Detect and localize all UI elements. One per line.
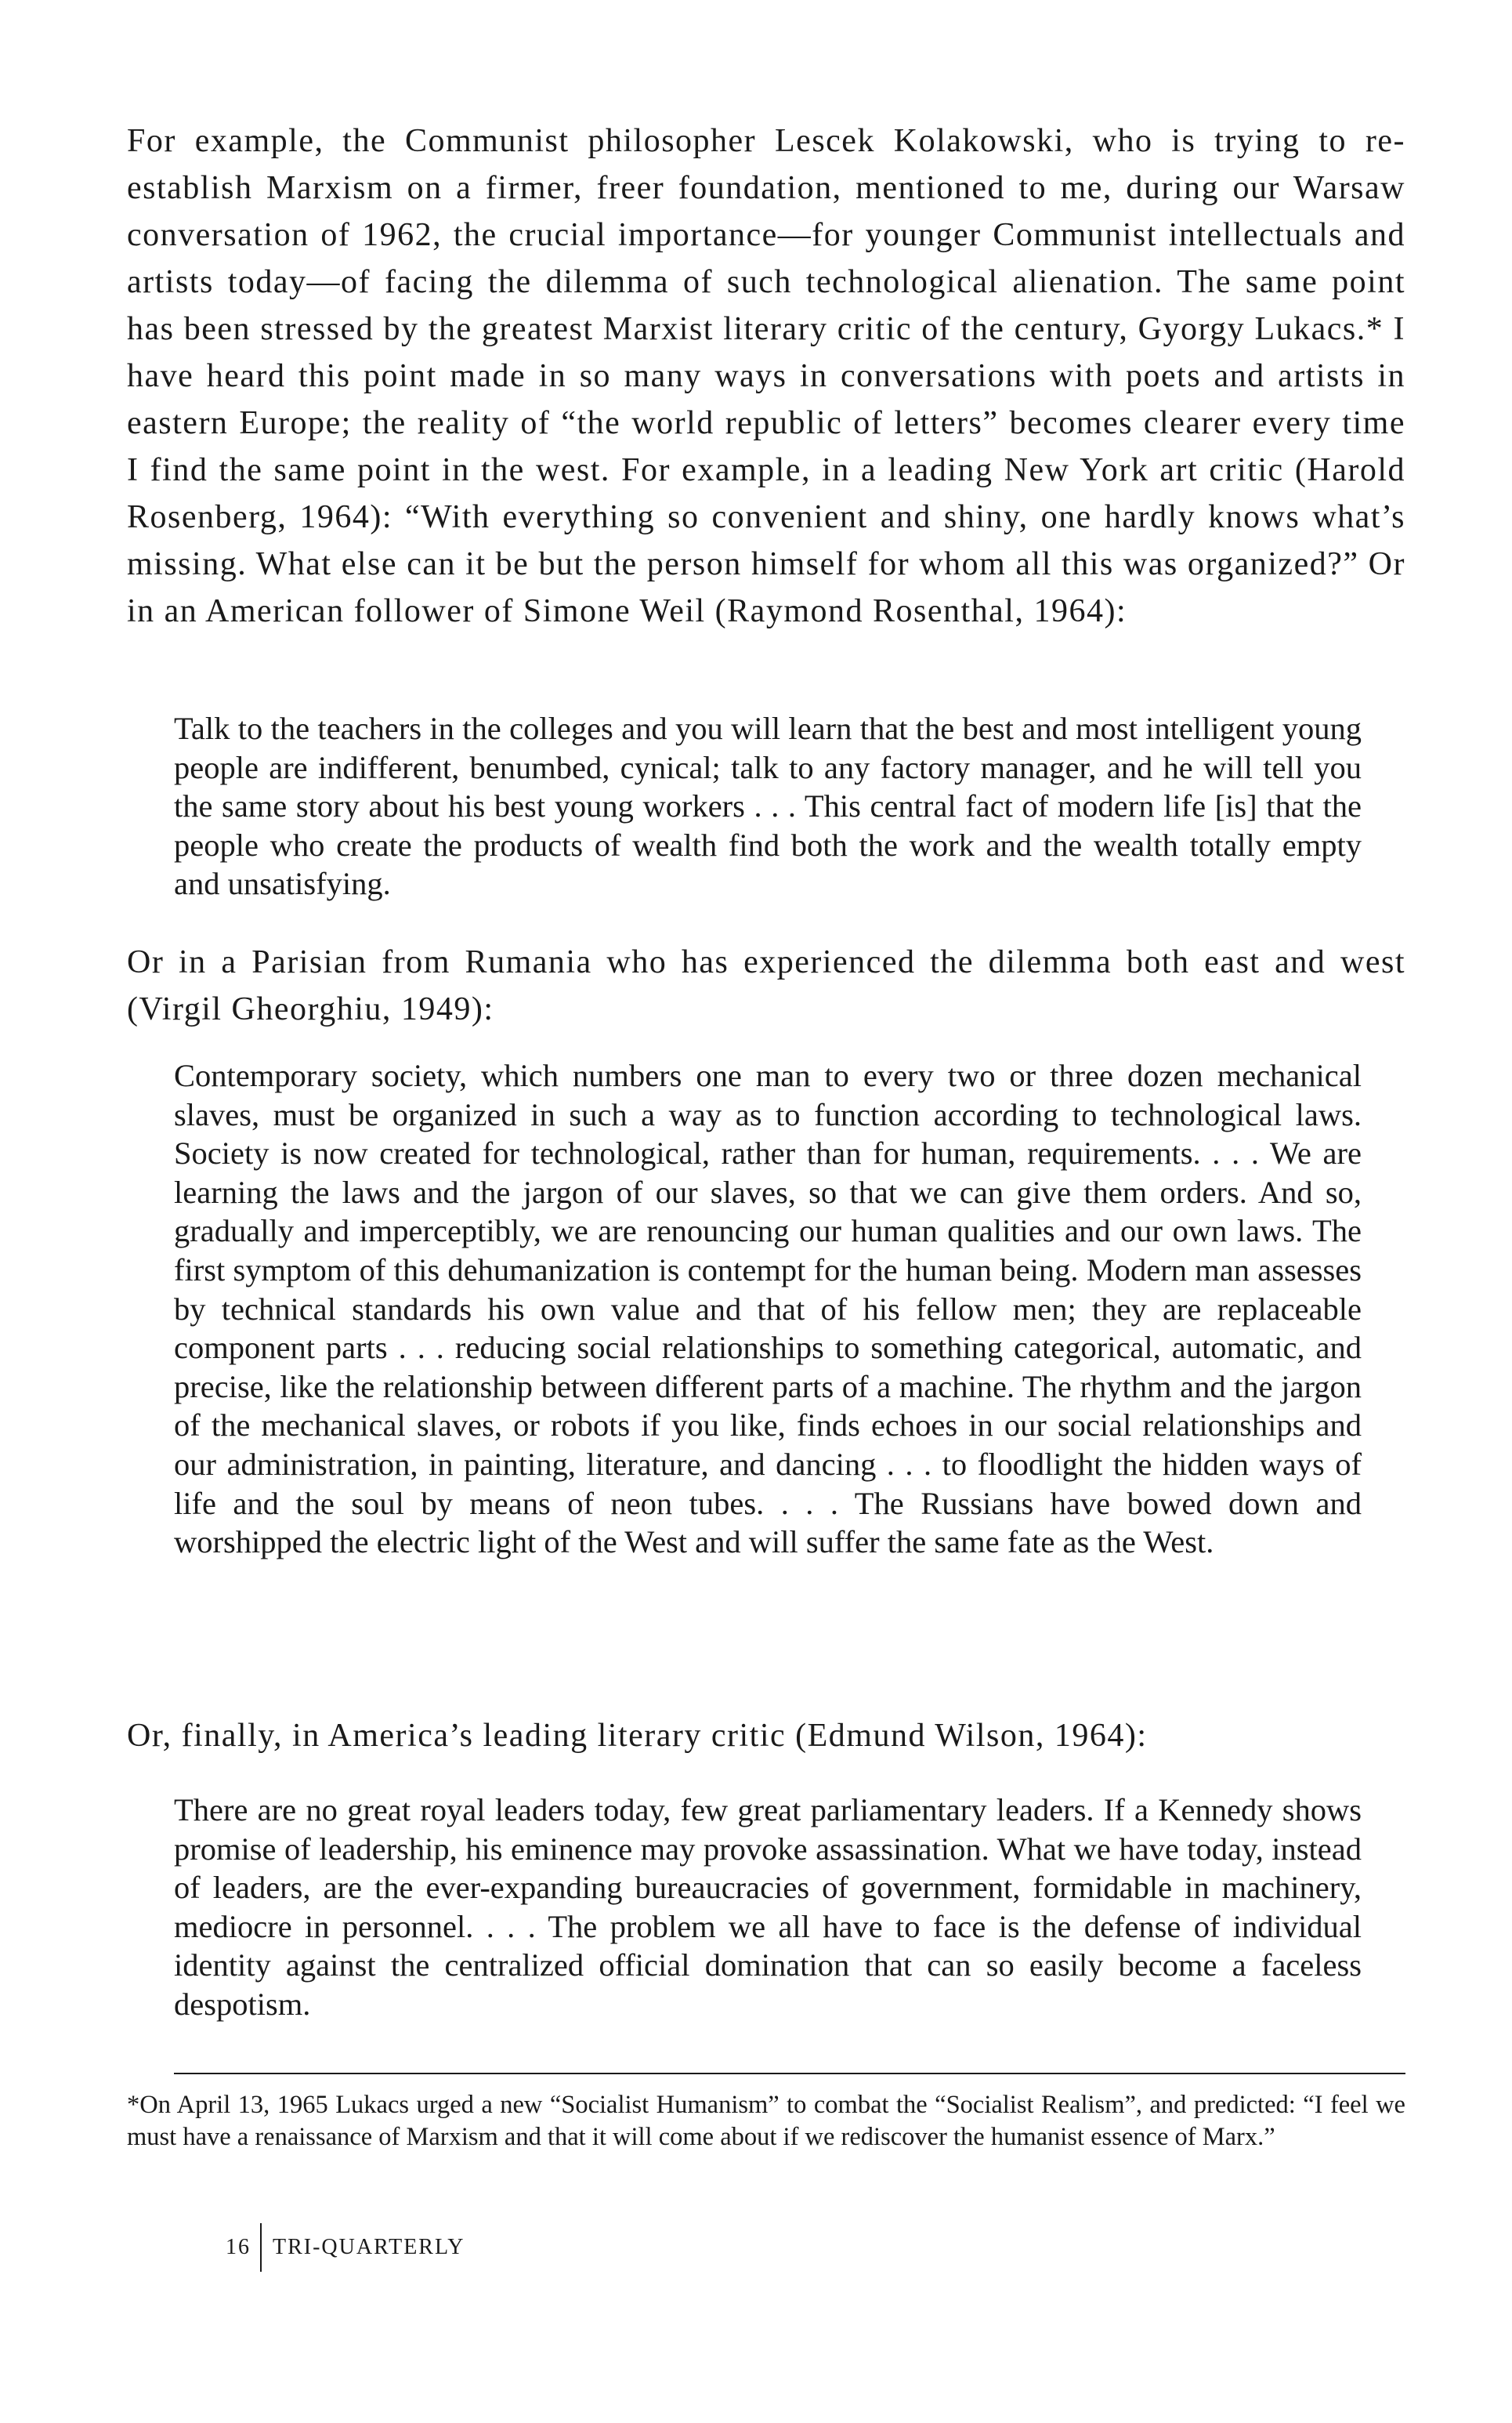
blockquote-rosenthal: Talk to the teachers in the colleges and you will learn that the best and most intelligent young people are indifferent, benumbed, cynical; talk to any factory manager, and he will tell you the same story about his best young workers . . . This central fact of modern life [is] that the people who create the products of wealth find both the work and the wealth totally empty and unsatisfying. [174, 711, 1362, 902]
footnote: *On April 13, 1965 Lukacs urged a new “Socialist Humanism” to combat the “Socialist Realism”, and predicted: “I feel we must have a renaissance of Marxism and that it will come about if we rediscover the humanist essence of Marx.” [127, 2091, 1405, 2151]
footnote-divider [174, 2073, 1405, 2074]
blockquote-gheorghiu: Contemporary society, which numbers one man to every two or three dozen mechanical slaves, must be organized in such a way as to function according to technological laws. Society is now created for technological, rather than for human, requirements. . . . We are learning the laws and the jargon of our slaves, so that we can give them orders. And so, gradually and imperceptibly, we are renouncing our human qualities and our own laws. The first symptom of this dehumanization is contempt for the human being. Modern man assesses by technical standards his own value and that of his fellow men; they are replaceable component parts . . . reducing social relationships to something categorical, automatic, and precise, like the relationship between different parts of a machine. The rhythm and the jargon of the mechanical slaves, or robots if you like, finds echoes in our social relationships and our administration, in painting, literature, and dancing . . . to floodlight the hidden ways of life and the soul by means of neon tubes. . . . The Russians have bowed down and worshipped the electric light of the West and will suffer the same fate as the West. [174, 1058, 1362, 1560]
paragraph-gheorghiu-intro: Or in a Parisian from Rumania who has experienced the dilemma both east and west (Virgil Gheorghiu, 1949): [127, 944, 1405, 1027]
journal-title: TRI-QUARTERLY [273, 2235, 465, 2259]
page-folio [226, 2223, 465, 2272]
paragraph-kolakowski: For example, the Communist philosopher Lescek Kolakowski, who is trying to re-establish Marxism on a firmer, freer foundation, mentioned to me, during our Warsaw conversation of 1962, the crucial importance—for younger Communist intellectuals and artists today—of facing the dilemma of such technological alienation. The same point has been stressed by the greatest Marxist literary critic of the century, Gyorgy Lukacs.* I have heard this point made in so many ways in conversations with poets and artists in eastern Europe; the reality of “the world republic of letters” becomes clearer every time I find the same point in the west. For example, in a leading New York art critic (Harold Rosenberg, 1964): “With everything so convenient and shiny, one hardly knows what’s missing. What else can it be but the person himself for whom all this was organized?” Or in an American follower of Simone Weil (Raymond Rosenthal, 1964): [127, 123, 1405, 629]
blockquote-wilson: There are no great royal leaders today, few great parliamentary leaders. If a Kennedy shows promise of leadership, his eminence may provoke assassination. What we have today, instead of leaders, are the ever-expanding bureaucracies of government, formidable in machinery, mediocre in personnel. . . . The problem we all have to face is the defense of individual identity against the centralized official domination that can so easily become a faceless despotism. [174, 1792, 1362, 2022]
paragraph-wilson-intro: Or, finally, in America’s leading literary critic (Edmund Wilson, 1964): [127, 1718, 1148, 1754]
page-number: 16 [226, 2235, 251, 2259]
